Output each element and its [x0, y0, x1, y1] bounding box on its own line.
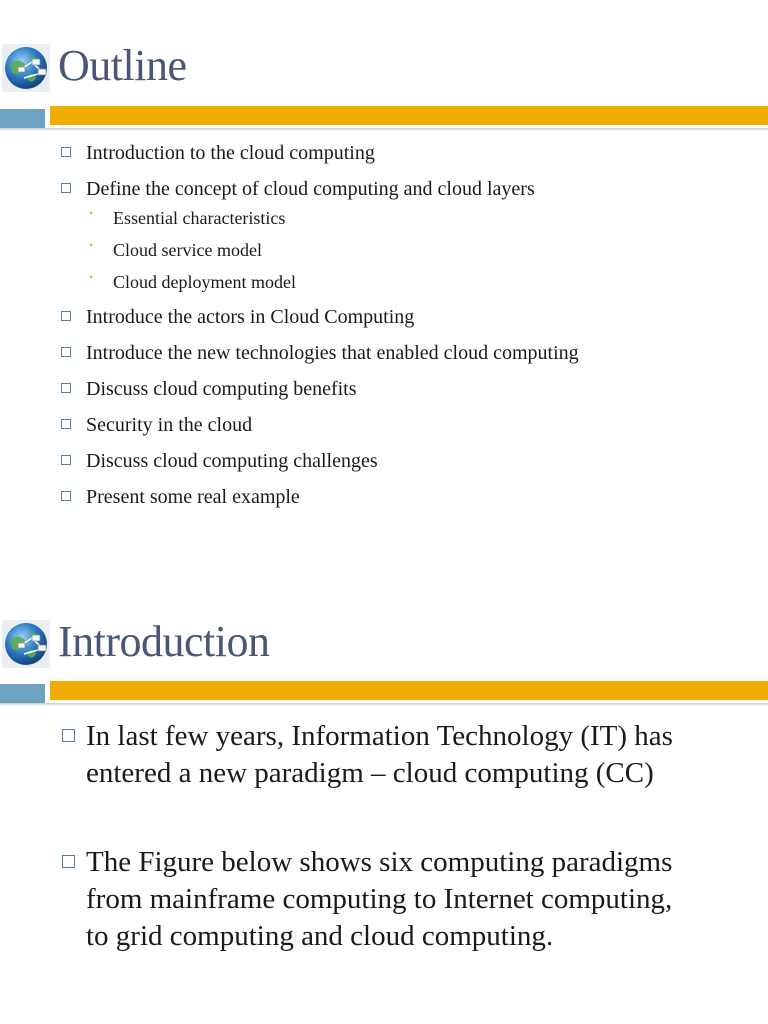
square-bullet-icon — [62, 729, 75, 742]
square-bullet-icon — [61, 311, 71, 321]
square-bullet-icon — [61, 491, 71, 501]
square-bullet-icon — [61, 183, 71, 193]
dot-bullet-icon: • — [89, 238, 94, 252]
dot-bullet-icon: • — [89, 206, 94, 220]
introduction-list — [0, 718, 673, 1007]
list-item: Introduce the new technologies that enabled cloud computing — [0, 340, 579, 366]
sub-list-item: • Essential characteristics — [89, 206, 286, 228]
sub-list-item: • Cloud service model — [89, 238, 262, 260]
list-item: Discuss cloud computing benefits — [0, 376, 579, 402]
list-item: Define the concept of cloud computing and cloud layers — [0, 176, 579, 202]
square-bullet-icon — [61, 147, 71, 157]
globe-network-icon — [2, 620, 50, 668]
title-accent-bar — [0, 106, 768, 130]
sub-list-item: • Cloud deployment model — [89, 270, 296, 292]
slide-title: Outline — [58, 41, 187, 90]
list-item: Introduce the actors in Cloud Computing — [0, 304, 579, 330]
globe-network-icon — [2, 44, 50, 92]
dot-bullet-icon: • — [89, 270, 94, 284]
square-bullet-icon — [61, 383, 71, 393]
list-item: Present some real example — [0, 484, 579, 510]
square-bullet-icon — [61, 419, 71, 429]
list-item: Security in the cloud — [0, 412, 579, 438]
square-bullet-icon — [61, 347, 71, 357]
list-item: The Figure below shows six computing paradigms from mainframe computing to Internet computing, to grid computing and cloud computing. — [0, 844, 673, 955]
square-bullet-icon — [61, 455, 71, 465]
outline-list — [0, 140, 579, 520]
list-item: In last few years, Information Technology (IT) has entered a new paradigm – cloud computing (CC) — [0, 718, 673, 792]
list-item: Introduction to the cloud computing — [0, 140, 579, 166]
slide-introduction — [0, 575, 768, 1024]
title-accent-bar — [0, 681, 768, 705]
square-bullet-icon — [62, 855, 75, 868]
slide-title: Introduction — [58, 617, 270, 666]
list-item: Discuss cloud computing challenges — [0, 448, 579, 474]
